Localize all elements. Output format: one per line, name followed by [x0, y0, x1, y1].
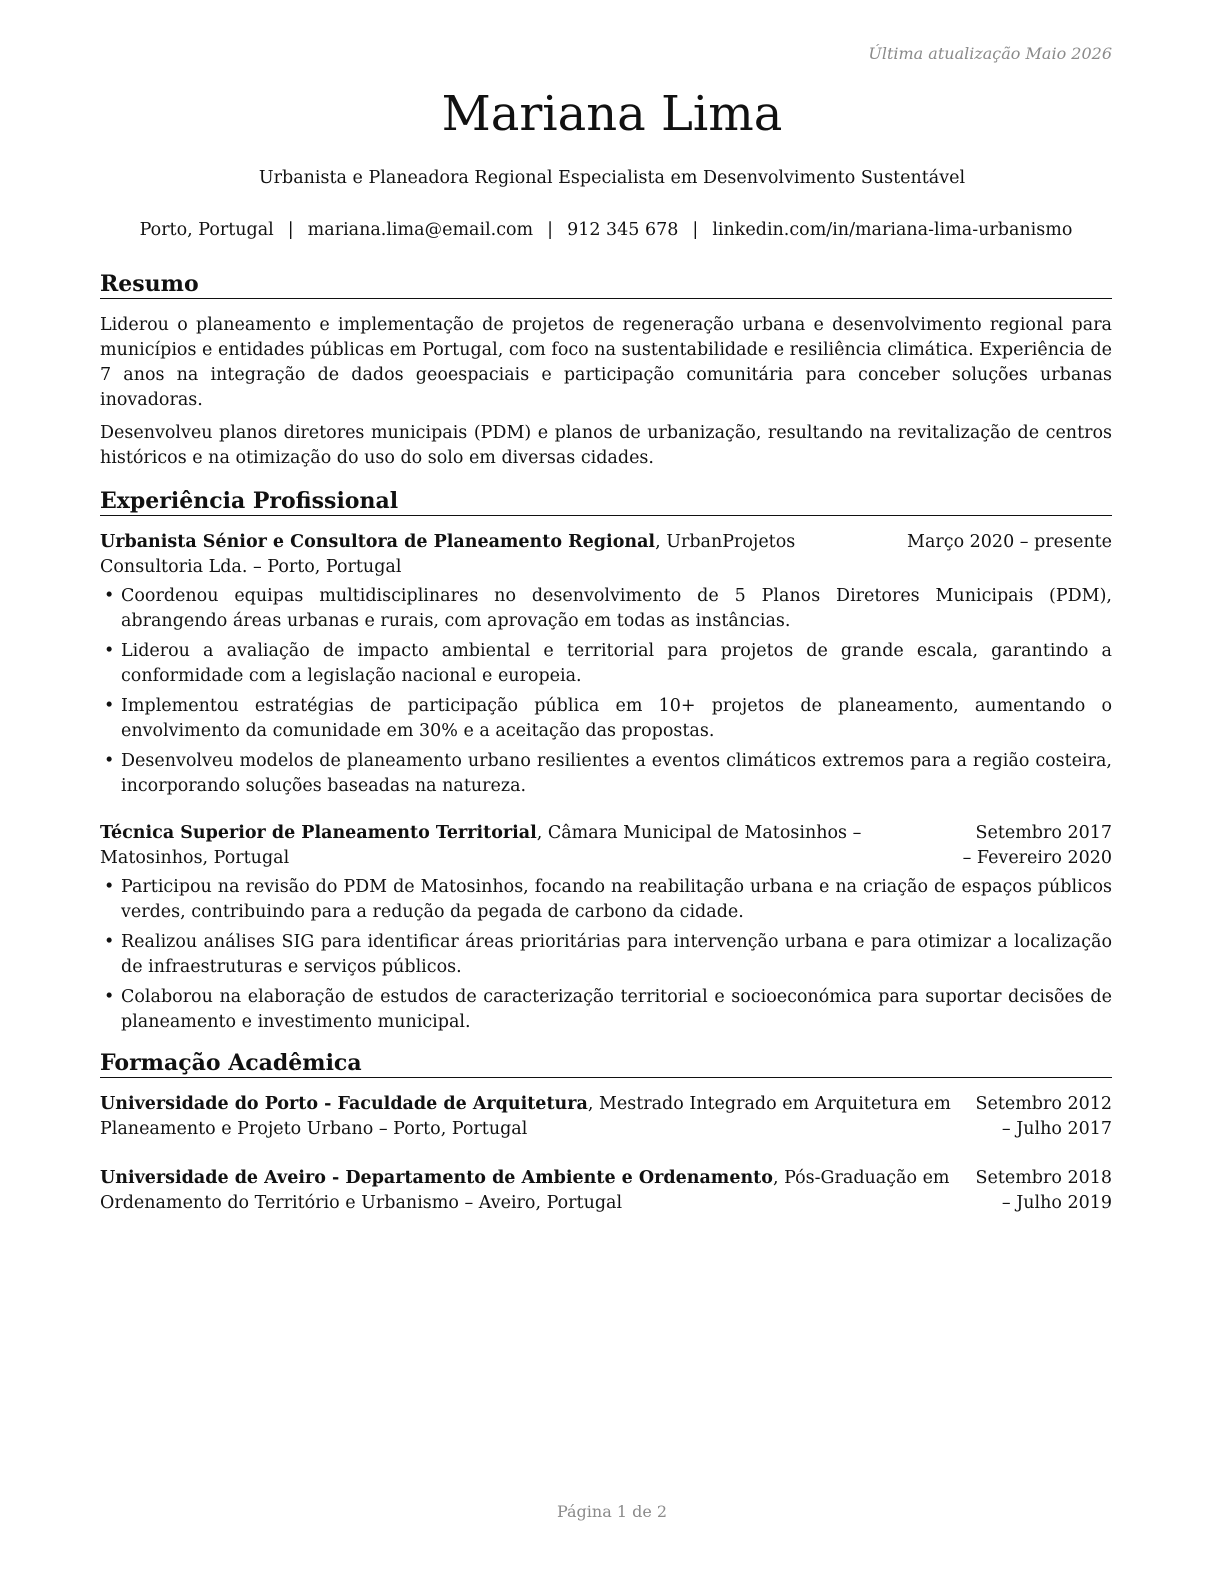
contact-separator: |: [547, 220, 554, 240]
summary-paragraph: Desenvolveu planos diretores municipais (PDM) e planos de urbanização, resultando na revitalização de centros históricos e na otimização do uso do solo em diversas cidades.: [100, 423, 1112, 468]
section-title-experience: Experiência Profissional: [100, 487, 1112, 516]
education-school: Universidade do Porto - Faculdade de Arquitetura: [100, 1094, 588, 1114]
bullet-icon: •: [104, 586, 115, 606]
contact-line: [100, 220, 1112, 240]
job-organization: , Câmara Municipal de Matosinhos – Matosinhos, Portugal: [100, 823, 862, 868]
job-organization: , UrbanProjetos Consultoria Lda. – Porto, Portugal: [100, 532, 796, 577]
education-detail: , Mestrado Integrado em Arquitetura em Planeamento e Projeto Urbano – Porto, Portugal: [100, 1094, 951, 1139]
summary-section: [100, 270, 1112, 471]
job-dates: Março 2020 – presente: [907, 532, 1112, 552]
bullet-icon: •: [104, 696, 115, 716]
contact-separator: |: [692, 220, 699, 240]
job-header: [100, 530, 1112, 580]
education-detail: , Pós-Graduação em Ordenamento do Território e Urbanismo – Aveiro, Portugal: [100, 1168, 950, 1213]
job-bullets: [100, 875, 1112, 1035]
list-item: [100, 985, 1112, 1035]
candidate-name: Mariana Lima: [441, 86, 783, 142]
bullet-icon: •: [104, 751, 115, 771]
education-dates: Setembro 2018 – Julho 2019: [975, 1168, 1112, 1213]
bullet-text: Colaborou na elaboração de estudos de caracterização territorial e socioeconómica para suportar decisões de planeamento e investimento municipal.: [121, 987, 1112, 1032]
job-role: Urbanista Sénior e Consultora de Planeamento Regional: [100, 532, 656, 552]
page-number: Página 1 de 2: [556, 1502, 668, 1521]
bullet-text: Coordenou equipas multidisciplinares no desenvolvimento de 5 Planos Diretores Municipais (PDM), abrangendo áreas urbanas e rurais, com aprovação em todas as instâncias.: [121, 586, 1112, 631]
bullet-text: Liderou a avaliação de impacto ambiental e territorial para projetos de grande escala, garantindo a conformidade com a legislação nacional e europeia.: [121, 641, 1112, 686]
education-section: [100, 1049, 1112, 1216]
section-title-education: Formação Acadêmica: [100, 1049, 1112, 1078]
education-header: [100, 1166, 1112, 1216]
job-bullets: [100, 584, 1112, 799]
bullet-icon: •: [104, 877, 115, 897]
summary-paragraph: Liderou o planeamento e implementação de projetos de regeneração urbana e desenvolvimento regional para municípios e entidades públicas em Portugal, com foco na sustentabilidade e resiliência climática. Experiência de 7 anos na integração de dados geoespaciais e participação comunitária para conceber soluções urbanas inovadoras.: [100, 315, 1112, 410]
education-line: [100, 1092, 954, 1142]
job-dates: Setembro 2017 – Fevereiro 2020: [962, 823, 1112, 868]
last-updated: Última atualização Maio 2026: [868, 44, 1112, 63]
job-role: Técnica Superior de Planeamento Territorial: [100, 823, 537, 843]
list-item: [100, 639, 1112, 689]
experience-section: [100, 487, 1112, 1035]
education-dates: Setembro 2012 – Julho 2017: [975, 1094, 1112, 1139]
contact-location: Porto, Portugal: [139, 220, 274, 240]
contact-phone[interactable]: 912 345 678: [567, 220, 679, 240]
bullet-text: Realizou análises SIG para identificar áreas prioritárias para intervenção urbana e para otimizar a localização de infraestruturas e serviços públicos.: [121, 932, 1112, 977]
contact-separator: |: [287, 220, 294, 240]
education-header: [100, 1092, 1112, 1142]
list-item: [100, 749, 1112, 799]
contact-email[interactable]: mariana.lima@email.com: [307, 220, 534, 240]
education-entry: [100, 1166, 1112, 1216]
bullet-icon: •: [104, 641, 115, 661]
resume-content: [100, 270, 1112, 1240]
bullet-text: Participou na revisão do PDM de Matosinhos, focando na reabilitação urbana e na criação de espaços públicos verdes, contribuindo para a redução da pegada de carbono da cidade.: [121, 877, 1112, 922]
bullet-text: Implementou estratégias de participação pública em 10+ projetos de planeamento, aumentando o envolvimento da comunidade em 30% e a aceitação das propostas.: [121, 696, 1112, 741]
list-item: [100, 930, 1112, 980]
education-entry: [100, 1092, 1112, 1142]
list-item: [100, 694, 1112, 744]
job-entry: [100, 530, 1112, 799]
headline: Urbanista e Planeadora Regional Especialista em Desenvolvimento Sustentável: [258, 168, 966, 188]
section-title-summary: Resumo: [100, 270, 1112, 299]
job-header: [100, 821, 1112, 871]
bullet-text: Desenvolveu modelos de planeamento urbano resilientes a eventos climáticos extremos para a região costeira, incorporando soluções baseadas na natureza.: [121, 751, 1112, 796]
job-title-line: [100, 530, 867, 580]
job-entry: [100, 821, 1112, 1035]
bullet-icon: •: [104, 987, 115, 1007]
job-title-line: [100, 821, 954, 871]
list-item: [100, 875, 1112, 925]
bullet-icon: •: [104, 932, 115, 952]
list-item: [100, 584, 1112, 634]
contact-linkedin[interactable]: linkedin.com/in/mariana-lima-urbanismo: [712, 220, 1073, 240]
education-line: [100, 1166, 954, 1216]
education-school: Universidade de Aveiro - Departamento de Ambiente e Ordenamento: [100, 1168, 773, 1188]
